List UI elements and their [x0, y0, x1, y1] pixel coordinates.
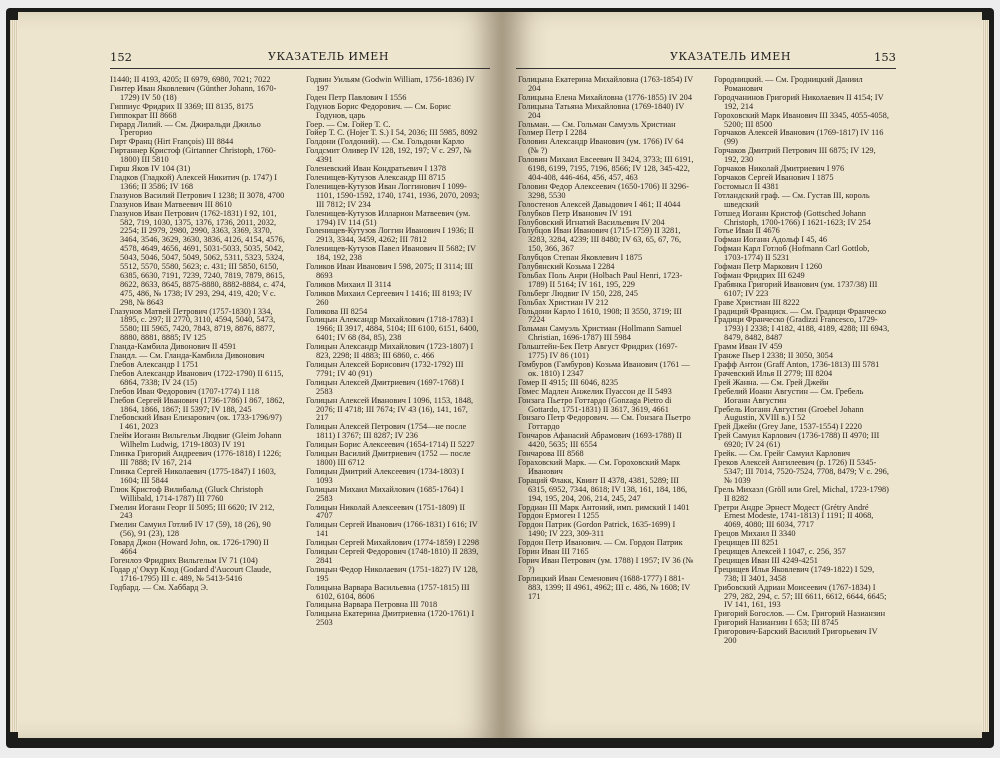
index-entry: Горчаков Николай Дмитриевич I 976	[714, 164, 845, 174]
index-entry: Грецищев Илья Яковлевич (1749-1822) I 529, 738; II 3401, 3458	[714, 564, 875, 583]
index-column	[306, 76, 482, 628]
index-entry: Гордиан III Марк Антоний, имп. римский I 1401	[518, 502, 690, 512]
index-entry: Гораций Флакк, Квинт II 4378, 4381, 5289; III 6315, 6952, 7344, 8618; IV 138, 161, 184, 186, 194, 195, 204, 206, 214, 245, 247	[518, 475, 688, 503]
index-entry: Гмелин Иоганн Георг II 5095; III 6620; IV 212, 243	[110, 502, 275, 521]
index-entry: Голицын Николай Алексеевич (1751-1809) II 4707	[306, 502, 465, 521]
index-entry: Гирш Яков IV 104 (31)	[110, 164, 191, 174]
index-entry: Готшед Иоганн Кристоф (Gottsched Johann Christoph, 1700-1766) I 1621-1623; IV 254	[714, 208, 871, 227]
index-entry: Годбард. — См. Хаббард Э.	[110, 582, 209, 592]
index-entry: Голубянский Козьма I 2284	[518, 262, 615, 272]
index-entry: Глейм Иоганн Вильгельм Людвиг (Gleim Johann Wilhelm Ludwig, 1719-1803) IV 191	[110, 431, 282, 450]
index-entry: Голиков Иван Иванович I 598, 2075; II 3114; III 8693	[306, 262, 474, 280]
index-entry: Горич Иван Петрович (ум. 1788) I 1957; IV 36 (№ ?)	[518, 555, 694, 574]
index-entry: Григорий Назианзин I 653; III 8745	[714, 618, 839, 628]
index-entry: Гретри Андре Эрнест Модест (Grétry André Ernest Modeste, 1741-1813) I 1191; II 4068, 4069, 4080; III 6034, 7717	[714, 502, 874, 530]
index-entry: Головин Михаил Евсеевич II 3424, 3733; III 6191, 6198, 6199, 7195, 7196, 8566; IV 128, 345-422, 404-408, 446-464, 456, 457, 463	[518, 155, 694, 182]
index-entry: Гольдони Карло I 1610, 1908; II 3550, 3719; III 7224	[518, 306, 682, 325]
index-entry: Голицын Сергей Михайлович (1774-1859) I 2298	[306, 538, 479, 548]
index-entry: Глебов Сергей Иванович (1736-1786) I 867, 1862, 1864, 1866, 1867; II 5397; IV 188, 245	[110, 395, 285, 414]
index-entry: Гольбах Христиан IV 212	[518, 297, 609, 307]
index-entry: Голубовский Игнатий Васильевич IV 204	[518, 217, 665, 227]
index-entry: Гордон Ермоген I 1255	[518, 511, 600, 521]
index-entry: Глазунов Матвей Петрович (1757-1830) I 334, 1895, c. 297; II 2770, 3110, 4594, 5040, 5473, 5580; III 5965, 7420, 7843, 8719, 8876, 8877, 8880, 8881, 8885; IV 125	[110, 306, 276, 343]
index-entry: Гостомысл II 4381	[714, 181, 779, 191]
index-entry: Голиков Михаил II 3114	[306, 279, 391, 289]
index-entry: Голенищев-Кутузов Логгин Иванович I 1936; II 2913, 3344, 3459, 4262; III 7812	[306, 226, 474, 245]
index-entry: Голдсмит Оливер IV 128, 192, 197; V c. 297, № 4391	[306, 146, 472, 165]
index-entry: Годвин Уильям (Godwin William, 1756-1836) IV 197	[306, 75, 475, 93]
index-entry: Гребель Иоганн Августин (Groebel Johann Augustin, XVIII в.) I 52	[714, 404, 864, 423]
index-entry: Голицын Алексей Петрович (1754—не после 1811) I 3767; III 8287; IV 236	[306, 422, 467, 441]
index-entry: Гиппиус Фридрих II 3369; III 8135, 8175	[110, 101, 254, 111]
index-entry: Гомбуров (Гамбуров) Козьма Иванович (1761 — ок. 1810) I 2347	[518, 360, 690, 378]
left-page	[18, 12, 502, 738]
index-entry: Голеневский Иван Кондратьевич I 1378	[306, 164, 447, 174]
index-entry: Грабянка Григорий Иванович (ум. 1737/38) III 6107; IV 223	[714, 279, 878, 298]
index-entry: Гирард Лилий. — См. Джиральди Джильо Грегорио	[110, 119, 261, 138]
index-entry: Голицын Алексей Иванович I 1096, 1153, 1848, 2076; II 4718; III 7674; IV 43 (16), 141, 167, 217	[306, 395, 474, 423]
index-entry: Глебов Александр Иванович (1722-1790) II 6115, 6864, 7338; IV 24 (15)	[110, 368, 284, 387]
index-entry: Голицына Варвара Васильевна (1757-1815) III 6102, 6104, 8606	[306, 582, 470, 601]
running-head: УКАЗАТЕЛЬ ИМЕН	[670, 50, 791, 63]
index-entry: Голиков Михаил Сергеевич I 1416; III 8193; IV 260	[306, 288, 473, 307]
index-entry: Гофман Иоганн Адольф I 45, 46	[714, 235, 828, 245]
index-entry: Грейк. — См. Грейг Самуил Карлович	[714, 449, 851, 459]
index-entry: Граве Христиан III 8222	[714, 297, 800, 307]
index-entry: Глазунов Иван Матвеевич III 8610	[110, 199, 232, 209]
index-entry: Гоер. — См. Гойер Т. С.	[306, 119, 391, 129]
index-entry: Говард Джон (Howard John, ок. 1726-1790) II 4664	[110, 538, 269, 557]
index-entry: Голицын Дмитрий Алексеевич (1734-1803) I 1093	[306, 466, 464, 485]
index-entry: Голдони (Голдоний). — См. Гольдони Карло	[306, 137, 465, 147]
index-entry: Греков Алексей Ангилеевич (р. 1726) II 5345-5347; III 7014, 7520-7524, 7708, 8479; V c. 296, № 1039	[714, 457, 889, 485]
index-entry: Глинка Сергей Николаевич (1775-1847) I 1603, 1604; III 5844	[110, 466, 276, 485]
index-entry: Гладков (Гладкой) Алексей Никитич (р. 1747) I 1366; II 3586; IV 168	[110, 172, 278, 191]
index-entry: Гольбах Поль Анри (Holbach Paul Henri, 1723-1789) II 5164; IV 161, 195, 229	[518, 270, 683, 289]
index-entry: Гордон Петр Иванович. — См. Гордон Патрик	[518, 538, 683, 548]
index-entry: Гонзаго Петр Федорович. — См. Гонзага Пьетро Готтардо	[518, 413, 691, 432]
index-entry: Гордон Патрик (Gordon Patrick, 1635-1699) I 1490; IV 223, 309-311	[518, 520, 676, 539]
index-entry: Глазунов Иван Петрович (1762-1831) I 92, 101, 582, 719, 1030, 1375, 1376, 1736, 2011, 2032, 2254; II 2979, 2980, 2990, 3363, 3369, 3370, 3464, 3546, 3629, 3630, 3836, 4126, 4154, 4576, 4578, 4649, 4656, 4691, 5031-5033, 5035, 5042, 5043, 5046, 5047, 5049, 5062, 5311, 5323, 5324, 5512, 5570, 5580, 5623; c. 431; III 5850, 6150, 6385, 6630, 7191, 7239, 7240, 7819, 7879, 8615, 8622, 8633, 8645, 8875-8880, 8882-8884, c. 474, 475, 486, № 1738; IV 293, 294, 419, 420; V c. 298, № 8643	[110, 208, 286, 307]
index-entry: Грецищев Алексей I 1047, c. 256, 357	[714, 547, 846, 557]
index-entry: Глебов Иван Федорович (1707-1774) I 118	[110, 386, 260, 396]
index-entry: Голицын Алексей Борисович (1732-1792) III 7791; IV 40 (91)	[306, 360, 464, 378]
index-entry: Голенищев-Кутузов Павел Иванович II 5682; IV 184, 192, 238	[306, 244, 476, 263]
page-number: 152	[110, 50, 132, 64]
index-entry: Горин Иван III 7165	[518, 547, 589, 557]
index-column	[714, 76, 890, 646]
index-entry: Головин Александр Иванович (ум. 1766) IV 64 (№ ?)	[518, 137, 684, 156]
index-entry: Грамм Иван IV 459	[714, 342, 783, 352]
index-entry: Глюк Кристоф Вилибальд (Gluck Christoph Willibald, 1714-1787) III 7760	[110, 484, 263, 503]
index-entry: Грачевский Илья II 2779; III 8204	[714, 368, 833, 378]
index-entry: Голостенов Алексей Давыдович I 461; II 4044	[518, 199, 681, 209]
index-entry: Григорович-Барский Василий Григорьевич IV 200	[714, 627, 878, 646]
index-entry: Голикова III 8254	[306, 306, 368, 316]
index-entry: Голицын Алексей Дмитриевич (1697-1768) I 2583	[306, 377, 464, 396]
index-entry: Голицын Борис Алексеевич (1654-1714) II 5227	[306, 440, 475, 450]
index-entry: Грей Жанна. — См. Грей Джейн	[714, 377, 829, 387]
index-entry: Гмелин Самуил Готлиб IV 17 (59), 18 (26), 90 (56), 91 (23), 128	[110, 520, 271, 539]
index-entry: Гланда-Камбила Дивонович II 4591	[110, 342, 237, 352]
index-entry: Гольштейн-Бек Петр Август Фридрих (1697-1775) IV 86 (101)	[518, 342, 678, 361]
index-entry: Грецов Михаил II 3340	[714, 529, 796, 539]
index-entry: Гландл. — См. Гланда-Камбила Дивонович	[110, 351, 265, 361]
index-entry: Гонзага Пьетро Готтардо (Gonzaga Pietro di Gottardo, 1751-1831) II 3617, 3619, 4661	[518, 395, 672, 414]
index-entry: Голицын Михаил Михайлович (1685-1764) I 2583	[306, 484, 464, 503]
index-entry: Горчаков Сергей Иванович I 1875	[714, 172, 834, 182]
index-entry: Готье Иван II 4676	[714, 226, 780, 236]
index-entry: Гомес Мадлен Анжелик Пуассон де II 5493	[518, 386, 672, 396]
index-entry: Градици Франческо (Gradizzi Francesco, 1729-1793) I 2338; I 4182, 4188, 4189, 4288; III 6943, 8479, 8482, 8487	[714, 315, 890, 343]
index-entry: Голицына Екатерина Михайловна (1763-1854) IV 204	[518, 75, 693, 93]
index-entry: Голенищев-Кутузов Александр III 8715	[306, 172, 446, 182]
index-entry: Глебов Александр I 1751	[110, 360, 199, 369]
index-entry: Годар д' Окур Клод (Godard d'Aucourt Claude, 1716-1795) III c. 489, № 5413-5416	[110, 564, 272, 583]
index-entry: Голицын Сергей Федорович (1748-1810) II 2839, 2841	[306, 547, 479, 565]
index-entry: Годен Петр Павлович I 1556	[306, 92, 407, 102]
index-entry: Горчаков Алексей Иванович (1769-1817) IV 116 (99)	[714, 128, 884, 147]
index-column	[518, 76, 694, 601]
index-entry: Голенищев-Кутузов Илларион Матвеевич (ум. 1794) IV 114 (51)	[306, 208, 471, 227]
index-entry: Голицына Екатерина Дмитриевна (1720-1761) I 2503	[306, 609, 475, 628]
index-entry: Гранже Пьер I 2338; II 3050, 3054	[714, 351, 834, 361]
index-entry: I1440; II 4193, 4205; II 6979, 6980, 7021; 7022	[110, 75, 271, 84]
index-entry: Гойер Т. С. (Hojer T. S.) I 54, 2036; III 5985, 8092	[306, 128, 478, 138]
index-entry: Градиций Франциск. — См. Градици Франческо	[714, 306, 887, 316]
index-entry: Глинка Григорий Андреевич (1776-1818) I 1226; III 7888; IV 167, 214	[110, 449, 282, 467]
index-entry: Грибовский Адриан Моисеевич (1767-1834) I 279, 282, 294, c. 57; III 6611, 6612, 6644, 6645; IV 141, 161, 193	[714, 582, 887, 610]
index-entry: Глебовский Иван Елизарович (ок. 1733-1796/97) I 461, 2023	[110, 413, 282, 432]
index-entry: Голмер Петр I 2284	[518, 128, 587, 138]
header-rule	[110, 68, 490, 69]
index-entry: Голицына Татьяна Михайловна (1769-1840) IV 204	[518, 101, 685, 120]
index-entry: Гораховский Марк. — См. Гороховский Марк Иванович	[518, 457, 681, 476]
index-entry: Гогенлоэ Фридрих Вильгельм IV 71 (104)	[110, 555, 258, 565]
index-entry: Гороховский Марк Иванович III 3345, 4055-4058, 5200; III 8500	[714, 110, 889, 129]
index-entry: Городчанинов Григорий Николаевич II 4154; IV 192, 214	[714, 92, 884, 111]
index-entry: Гончарова III 8568	[518, 449, 584, 459]
index-entry: Готландский граф. — См. Густав III, король шведский	[714, 190, 870, 209]
index-entry: Гребелий Иоанн Августин — См. Гребель Иоганн Августин	[714, 386, 864, 405]
index-entry: Голицын Федор Николаевич (1751-1827) IV 128, 195	[306, 564, 478, 583]
index-column	[110, 76, 286, 593]
index-entry: Голицын Александр Михайлович (1723-1807) I 823, 2298; II 4883; III 6860, c. 466	[306, 342, 474, 361]
index-entry: Гольман Самуэль Христиан (Hollmann Samuel Christian, 1696-1787) III 5984	[518, 324, 682, 343]
index-entry: Грецищев Иван III 4249-4251	[714, 555, 818, 565]
index-entry: Грей Самуил Карлович (1736-1788) II 4970; III 6920; IV 24 (61)	[714, 431, 880, 450]
index-entry: Гинтер Иван Яковлевич (Günther Johann, 1670-1729) IV 50 (18)	[110, 83, 277, 102]
running-head: УКАЗАТЕЛЬ ИМЕН	[268, 50, 389, 63]
index-entry: Гиртаннер Кристоф (Girtanner Christoph, 1760-1800) III 5810	[110, 146, 276, 165]
index-entry: Голубцов Степан Яковлевич I 1875	[518, 253, 643, 263]
index-entry: Григорий Богослов. — См. Григорий Назианзин	[714, 609, 886, 619]
index-entry: Горлицкий Иван Семенович (1688-1777) I 881-883, 1399; II 4961, 4962; III c. 486, № 1608; IV 171	[518, 573, 691, 601]
index-entry: Гофман Петр Маркович I 1260	[714, 262, 823, 272]
index-entry: Гофман Фридрих III 6249	[714, 270, 805, 280]
index-entry: Голубцов Иван Иванович (1715-1759) II 3281, 3283, 3284, 4239; III 8480; IV 63, 65, 67, 76, 150, 366, 367	[518, 226, 682, 254]
index-entry: Гончаров Афанасий Абрамович (1693-1788) II 4420, 5635; III 6554	[518, 431, 682, 450]
index-entry: Голицына Елена Михайловна (1776-1855) IV 204	[518, 92, 693, 102]
index-entry: Голицын Сергей Иванович (1766-1831) I 616; IV 141	[306, 520, 478, 539]
index-entry: Голубков Петр Иванович IV 191	[518, 208, 633, 218]
index-entry: Гомер II 4915; III 6046, 8235	[518, 377, 619, 387]
index-entry: Гирт Франц (Hirt François) III 8844	[110, 137, 234, 147]
index-entry: Графф Антон (Graff Anton, 1736-1813) III 5781	[714, 360, 880, 369]
page-number: 153	[874, 50, 896, 64]
index-entry: Грей Джейн (Grey Jane, 1537-1554) I 2220	[714, 422, 862, 432]
index-entry: Годунов Борис Федорович. — См. Борис Годунов, царь	[306, 101, 451, 120]
header-rule	[516, 68, 896, 69]
index-entry: Гиппократ III 8668	[110, 110, 177, 120]
index-entry: Головин Федор Алексеевич (1650-1706) II 3296-3298, 5530	[518, 181, 689, 200]
index-entry: Гофман Карл Готлоб (Hofmann Carl Gottlob, 1703-1774) II 5231	[714, 244, 870, 263]
index-entry: Глазунов Василий Петрович I 1238; II 3078, 4700	[110, 190, 285, 200]
index-entry: Гольман. — См. Гольман Самуэль Христиан	[518, 119, 676, 129]
right-page	[502, 12, 982, 738]
index-entry: Голицын Александр Михайлович (1718-1783) I 1966; II 3917, 4884, 5104; III 6100, 6151, 6400, 6401; IV 68 (84, 85), 238	[306, 315, 479, 343]
index-entry: Городницкий. — См. Гродницкий Даниил Романович	[714, 75, 863, 93]
index-entry: Горчаков Дмитрий Петрович III 6875; IV 129, 192, 230	[714, 146, 876, 165]
index-entry: Голицына Варвара Петровна III 7018	[306, 600, 438, 610]
index-entry: Грель Михаэл (Gröll или Grel, Michal, 1723-1798) II 8282	[714, 484, 889, 503]
index-entry: Голицын Василий Дмитриевич (1752 — после 1800) III 6712	[306, 449, 471, 467]
index-entry: Голенищев-Кутузов Иван Логгинович I 1099-1101, 1590-1592, 1740, 1741, 1936, 2070, 2093; III 7812; IV 234	[306, 181, 480, 209]
index-entry: Грецищев III 8251	[714, 538, 779, 548]
index-entry: Гольберг Людвиг IV 150, 228, 245	[518, 288, 638, 298]
